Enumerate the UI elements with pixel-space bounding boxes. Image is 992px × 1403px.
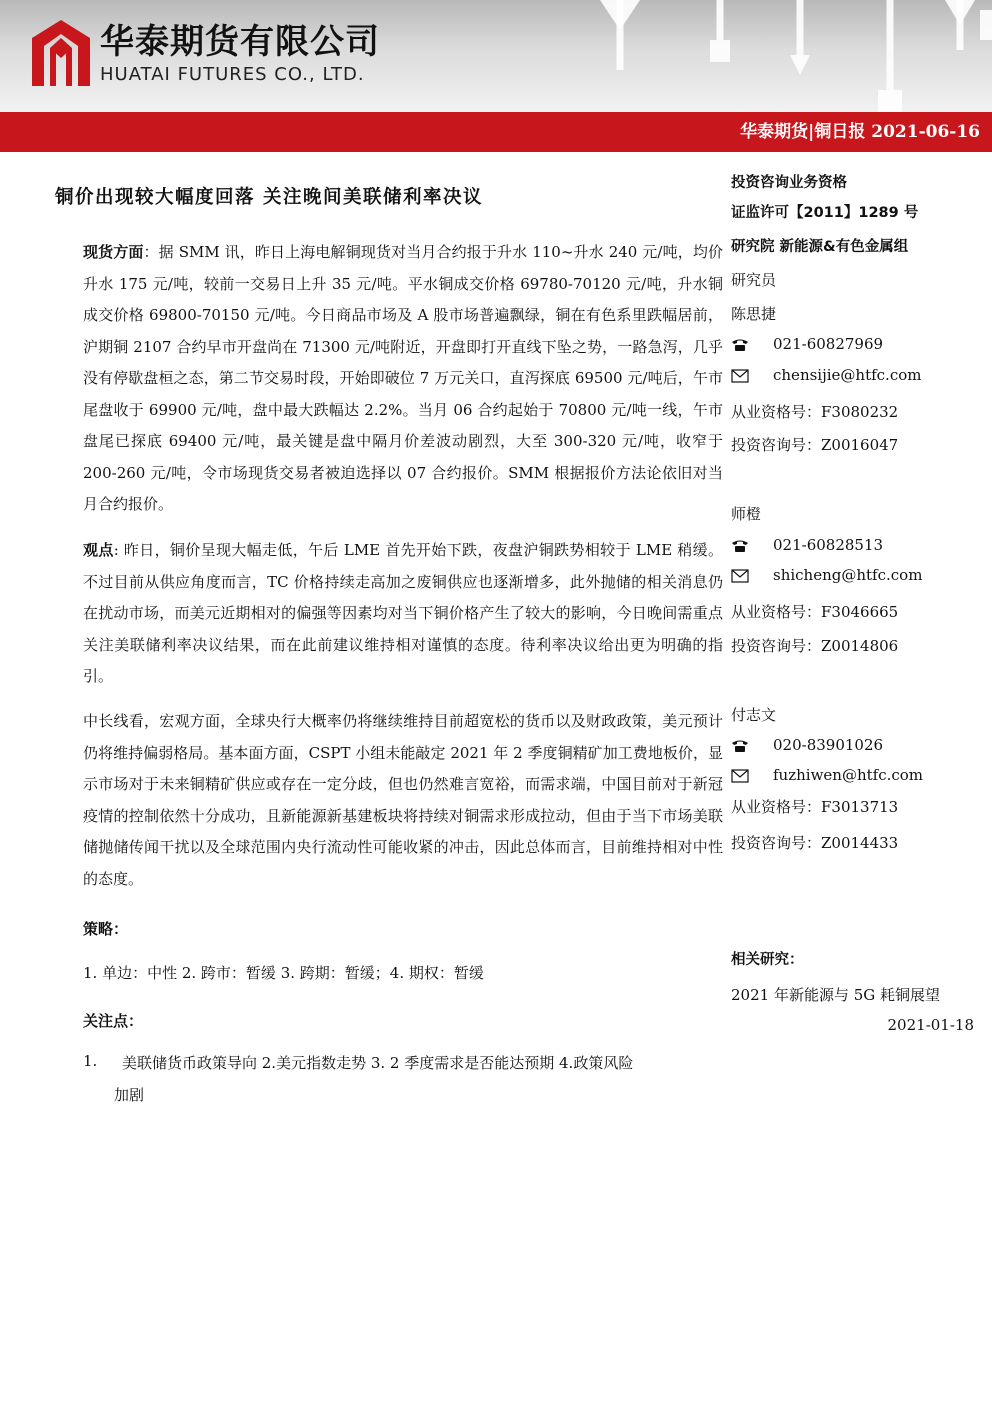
view-paragraph <box>83 535 723 693</box>
analyst-name: 付志文 <box>731 706 777 724</box>
analyst-email[interactable]: shicheng@htfc.com <box>773 566 923 584</box>
spot-paragraph <box>83 237 723 521</box>
analyst-cert: 从业资格号：F3080232 <box>731 403 899 421</box>
analyst-cert: 从业资格号：F3013713 <box>731 798 899 816</box>
analyst-consult: 投资咨询号：Z0014806 <box>731 637 899 655</box>
report-tag-bar <box>0 112 992 152</box>
phone-icon <box>731 539 749 553</box>
analyst-phone: 021-60827969 <box>773 335 884 353</box>
spot-label: 现货方面 <box>83 243 144 261</box>
analyst-email[interactable]: fuzhiwen@htfc.com <box>773 766 924 784</box>
related-heading: 相关研究： <box>731 952 804 968</box>
focus-line-1: 美联储货币政策导向 2.美元指数走势 3. 2 季度需求是否能达预期 4.政策风险 <box>122 1054 634 1072</box>
brand-name-cn: 华泰期货有限公司 <box>100 22 380 62</box>
report-title: 铜价出现较大幅度回落 关注晚间美联储利率决议 <box>55 187 483 208</box>
brand-name-en: HUATAI FUTURES CO., LTD. <box>100 64 365 85</box>
institute-name: 研究院 新能源&有色金属组 <box>731 239 909 255</box>
phone-icon <box>731 338 749 352</box>
license-number: 证监许可【2011】1289 号 <box>731 205 919 221</box>
focus-number: 1. <box>83 1052 98 1070</box>
analyst-cert: 从业资格号：F3046665 <box>731 603 899 621</box>
analyst-consult: 投资咨询号：Z0016047 <box>731 436 899 454</box>
related-date: 2021-01-18 <box>887 1016 974 1034</box>
banner-decoration <box>560 0 992 112</box>
strategy-heading: 策略： <box>83 920 129 938</box>
midlong-paragraph: 中长线看，宏观方面，全球央行大概率仍将继续维持目前超宽松的货币以及财政政策，美元预计仍将维持偏弱格局。基本面方面，CSPT 小组未能敲定 2021 年 2 季度铜精矿加工费地板价，显示市场对于未来铜精矿供应或存在一定分歧，但也仍然难言宽裕，而需求端，中国目前对于新冠疫情的控制依然十分成功，且新能源新基建板块将持续对铜需求形成拉动，但由于当下市场美联储抛储传闻干扰以及全球范围内央行流动性可能收紧的冲击，因此总体而言，目前维持相对中性的态度。 <box>83 712 723 888</box>
analyst-name: 师橙 <box>731 505 762 523</box>
related-title[interactable]: 2021 年新能源与 5G 耗铜展望 <box>731 986 941 1004</box>
strategy-text: 1. 单边：中性 2. 跨市：暂缓 3. 跨期：暂缓；4. 期权：暂缓 <box>83 964 484 982</box>
report-tag: 华泰期货|铜日报 2021-06-16 <box>740 122 980 142</box>
focus-line-2: 加剧 <box>114 1086 145 1104</box>
role-label: 研究员 <box>731 271 777 289</box>
analyst-phone: 021-60828513 <box>773 536 884 554</box>
envelope-icon <box>731 369 749 383</box>
analyst-consult: 投资咨询号：Z0014433 <box>731 834 899 852</box>
envelope-icon <box>731 769 749 783</box>
analyst-phone: 020-83901026 <box>773 736 884 754</box>
analyst-email[interactable]: chensijie@htfc.com <box>773 366 922 384</box>
phone-icon <box>731 739 749 753</box>
spot-text: ：据 SMM 讯，昨日上海电解铜现货对当月合约报于升水 110~升水 240 元/吨，均价升水 175 元/吨，较前一交易日上升 35 元/吨。平水铜成交价格 69780-70120 元/吨，升水铜成交价格 69800-70150 元/吨。今日商品市场及 A 股市场普遍飘绿，铜在有色系里跌幅居前，沪期铜 2107 合约早市开盘尚在 71300 元/吨附近，开盘即打开直线下坠之势，一路急泻，几乎没有停歇盘桓之态，第二节交易时段，开始即破位 7 万元关口，直泻探底 69500 元/吨后，午市尾盘收于 69900 元/吨，盘中最大跌幅达 2.2%。当月 06 合约起始于 70800 元/吨一线，午市盘尾已探底 69400 元/吨，最关键是盘中隔月价差波动剧烈，大至 300-320 元/吨，收窄于 200-260 元/吨，令市场现货交易者被迫选择以 07 合约报价。SMM 根据报价方法论依旧对当月合约报价。 <box>83 243 723 513</box>
envelope-icon <box>731 569 749 583</box>
view-text: : 昨日，铜价呈现大幅走低，午后 LME 首先开始下跌，夜盘沪铜跌势相较于 LME 稍缓。不过目前从供应角度而言，TC 价格持续走高加之废铜供应也逐渐增多，此外抛储的相关消息仍在扰动市场，而美元近期相对的偏强等因素均对当下铜价格产生了较大的影响，今日晚间需重点关注美联储利率决议结果，而在此前建议维持相对谨慎的态度。待利率决议给出更为明确的指引。 <box>83 541 723 685</box>
focus-heading: 关注点： <box>83 1012 144 1030</box>
view-label: 观点 <box>83 541 114 559</box>
huatai-logo-icon <box>32 20 90 86</box>
qualification-title: 投资咨询业务资格 <box>731 175 847 191</box>
header-banner <box>0 0 992 112</box>
analyst-name: 陈思捷 <box>731 305 777 323</box>
